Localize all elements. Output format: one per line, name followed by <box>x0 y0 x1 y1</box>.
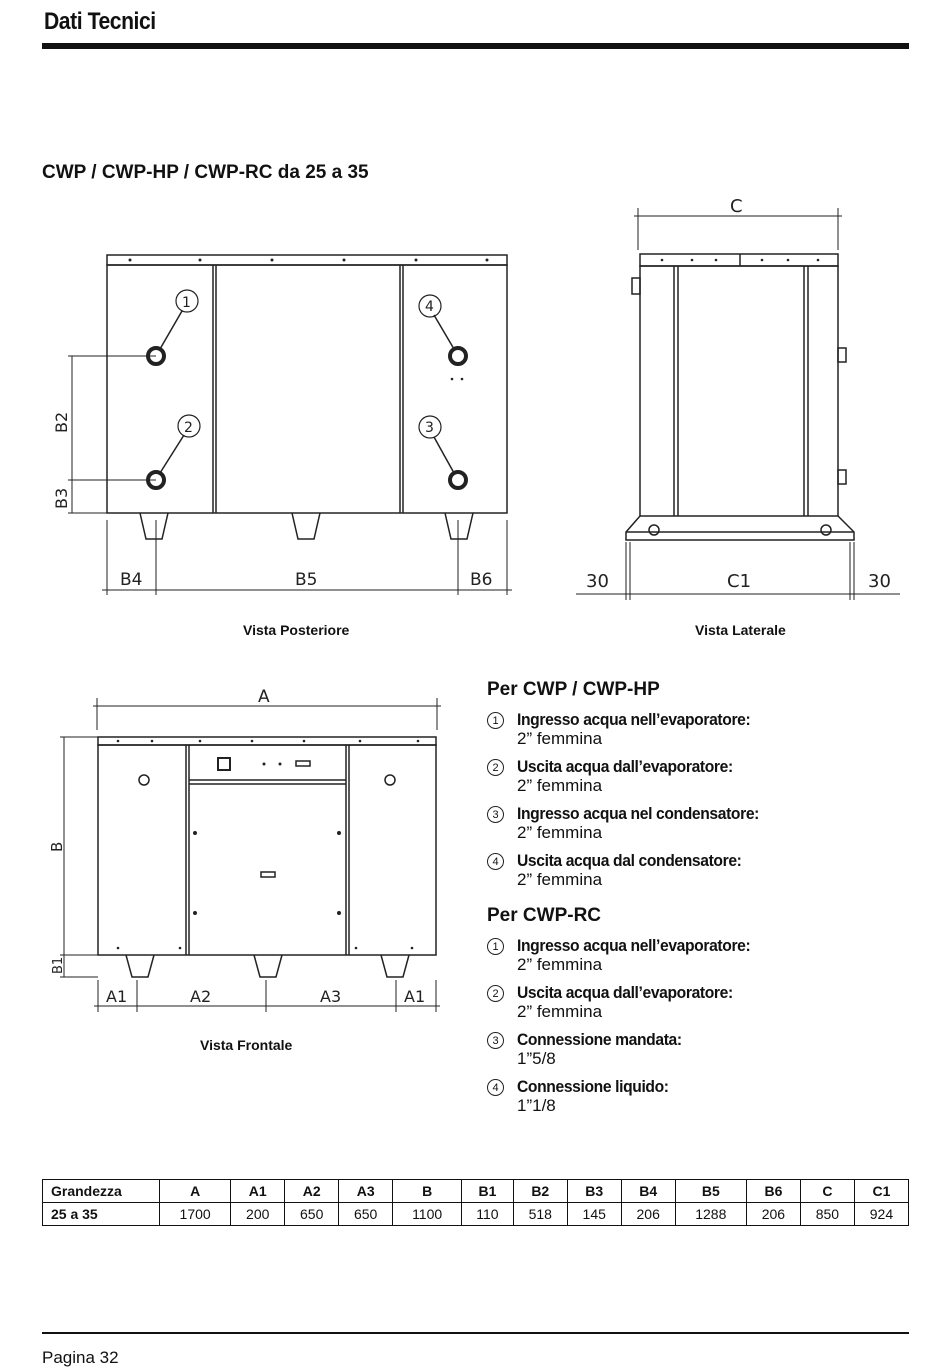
dim-label-a1-right: A1 <box>404 987 426 1006</box>
dim-label-b6: B6 <box>470 570 493 590</box>
dim-label-a3: A3 <box>320 987 342 1006</box>
table-header-row <box>43 1180 909 1203</box>
footer-rule <box>42 1332 909 1334</box>
rear-marker-1: 1 <box>182 295 191 311</box>
dim-label-b5: B5 <box>295 570 318 590</box>
rear-view-caption: Vista Posteriore <box>243 622 350 638</box>
page-number: Pagina 32 <box>42 1348 119 1367</box>
table-header-cell: C <box>800 1180 854 1203</box>
table-header-cell: B <box>393 1180 462 1203</box>
dim-label-b3: B3 <box>52 487 71 509</box>
table-header-cell: A <box>160 1180 231 1203</box>
table-header-cell: B3 <box>567 1180 621 1203</box>
table-row <box>43 1203 909 1226</box>
dim-label-30-right: 30 <box>868 571 891 592</box>
dim-label-c: C <box>730 196 743 217</box>
table-cell: 650 <box>339 1203 393 1226</box>
table-cell: 206 <box>746 1203 800 1226</box>
table-cell: 145 <box>567 1203 621 1226</box>
table-header-cell: B2 <box>513 1180 567 1203</box>
side-view-drawing <box>570 190 910 610</box>
dimensions-table <box>42 1179 909 1226</box>
section-title: CWP / CWP-HP / CWP-RC da 25 a 35 <box>42 162 369 183</box>
rear-marker-3: 3 <box>425 420 434 436</box>
table-header-cell: A3 <box>339 1180 393 1203</box>
rear-marker-2: 2 <box>184 420 193 436</box>
front-view-caption: Vista Frontale <box>200 1037 293 1053</box>
dim-label-b2: B2 <box>52 411 71 433</box>
table-header-cell: B4 <box>621 1180 675 1203</box>
table-cell: 206 <box>621 1203 675 1226</box>
table-header-cell: B1 <box>462 1180 514 1203</box>
table-cell: 25 a 35 <box>43 1203 160 1226</box>
table-header-cell: A2 <box>285 1180 339 1203</box>
list-title-cwp-rc: Per CWP-RC <box>487 905 602 926</box>
dim-label-b: B <box>48 841 66 852</box>
table-cell: 200 <box>231 1203 285 1226</box>
table-header-cell: B6 <box>746 1180 800 1203</box>
table-header-cell: A1 <box>231 1180 285 1203</box>
table-header-cell: B5 <box>675 1180 746 1203</box>
list-title-cwp: Per CWP / CWP-HP <box>487 679 660 700</box>
dim-label-30-left: 30 <box>586 571 609 592</box>
rear-view-drawing <box>40 245 530 605</box>
page-title: Dati Tecnici <box>44 8 156 35</box>
dim-label-a: A <box>258 687 270 707</box>
table-header-cell: Grandezza <box>43 1180 160 1203</box>
dim-label-b1: B1 <box>51 956 66 974</box>
dim-label-a2: A2 <box>190 987 212 1006</box>
table-cell: 1288 <box>675 1203 746 1226</box>
front-view-drawing <box>40 680 460 1020</box>
header-rule <box>42 43 909 49</box>
dim-label-c1: C1 <box>727 571 752 592</box>
table-cell: 1100 <box>393 1203 462 1226</box>
table-cell: 850 <box>800 1203 854 1226</box>
dim-label-b4: B4 <box>120 570 143 590</box>
side-view-caption: Vista Laterale <box>695 622 786 638</box>
table-cell: 110 <box>462 1203 514 1226</box>
table-header-cell: C1 <box>854 1180 908 1203</box>
table-cell: 518 <box>513 1203 567 1226</box>
dim-label-a1-left: A1 <box>106 987 128 1006</box>
table-cell: 1700 <box>160 1203 231 1226</box>
rear-marker-4: 4 <box>425 299 434 315</box>
table-cell: 650 <box>285 1203 339 1226</box>
table-cell: 924 <box>854 1203 908 1226</box>
